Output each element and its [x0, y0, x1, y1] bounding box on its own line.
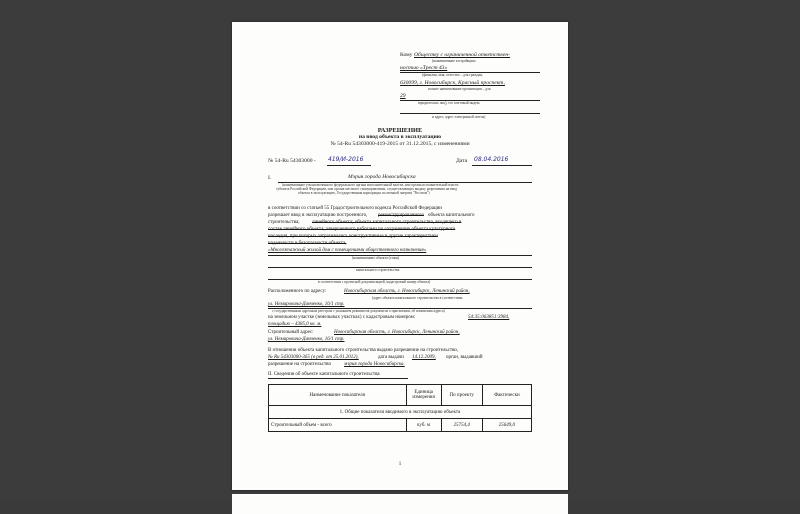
addressee-address: 630099, г. Новосибирск, Красный проспект,: [400, 80, 505, 86]
date-label: Дата: [456, 158, 468, 164]
body-text-struck: состав линейного объекта; завершенного работами по сохранению объекта культурного: [268, 227, 456, 232]
cadastral-number: 54:35:063851:3984,: [468, 315, 510, 320]
caption: и адрес, адрес электронной почты): [432, 115, 486, 119]
komu-label: Кому: [400, 52, 413, 58]
caption: (наименование объекта (этапа): [352, 256, 400, 260]
permit-text: орган, выдавший: [446, 355, 483, 360]
table-header: Единица измерения: [406, 385, 441, 406]
section-1-roman: I.: [268, 175, 272, 181]
location-value: Новосибирская область, г. Новосибирск, Ленинский район,: [344, 289, 470, 294]
permit-organ: мэрия города Новосибирска.: [344, 362, 405, 367]
document-title: РАЗРЕШЕНИЕ: [377, 127, 423, 134]
build-address-value: Новосибирская область, г. Новосибирск, Ленинский район,: [334, 330, 460, 335]
caption: с государственным адресным реестром с указанием реквизитов документов о присвоении, об изменении адреса): [272, 309, 445, 313]
location-value-2: ул. Немировича-Данченко, 16/1 стр.: [268, 302, 345, 307]
permit-number-handwritten: 419/И-2016: [328, 156, 364, 163]
table-header-row: [269, 385, 532, 406]
caption: (наименование уполномоченного федерального органа исполнительной власти, или органа исполнительной власти: [282, 183, 459, 187]
caption: (адрес объекта капитального строительства в соответствии: [372, 296, 463, 300]
table-header: Фактически: [482, 385, 531, 406]
permit-text: дата выдачи: [378, 355, 404, 360]
document-reference: № 54-Ru 54303000-419-2015 от 31.12.2015, с изменениями: [330, 141, 470, 147]
caption: субъекта Российской Федерации, или органа местного самоуправления, осуществляющих выдачу разрешения на ввод: [276, 187, 458, 191]
caption: юридических лиц), его почтовый индекс: [418, 101, 481, 105]
body-text-struck: реконструированного: [378, 213, 424, 218]
body-text: в соответствии со статьей 55 Градостроительного кодекса Российской Федерации: [268, 206, 442, 211]
table-row: [269, 419, 532, 432]
page-number: 1: [398, 462, 402, 467]
document-subtitle: на ввод объекта в эксплуатацию: [358, 134, 442, 140]
body-text-struck: линейного объекта; объекта капитального строительства, входящего в: [312, 220, 462, 225]
permit-number-label: № 54-Ru 54303000 -: [268, 158, 316, 164]
body-text-struck: надежности и безопасности объекта,: [268, 241, 347, 246]
caption: объекта в эксплуатацию, Государственная корпорация по атомной энергии "Росатом"): [298, 191, 430, 195]
permit-date: 14.12.2009,: [412, 355, 436, 360]
table-header: Наименование показателя: [269, 385, 407, 406]
caption: полное наименование организации – для: [428, 87, 491, 91]
caption: (фамилия, имя, отчество – для граждан,: [422, 73, 483, 77]
document-page: [232, 22, 568, 490]
section-2-title: II. Сведения об объекте капитального строительства: [268, 372, 380, 377]
table-group: 1. Общие показатели вводимого в эксплуатацию объекта: [269, 406, 532, 419]
body-text-struck: наследия, при которых затрагивались конструктивные и другие характеристики: [268, 234, 438, 239]
addressee-org-2: ностью «Трест 43»: [400, 65, 448, 71]
table-group-row: [269, 406, 532, 419]
caption: (наименование застройщика: [432, 59, 476, 63]
object-name: «Многоэтажный жилой дом с помещениями общественного назначения»: [268, 248, 427, 253]
permit-text: В отношении объекта капитального строительства выдано разрешение на строительство,: [268, 348, 459, 353]
permit-number: № Ru 54303000-365 (в ред. от 25.01.2012),: [268, 355, 359, 360]
caption: капитального строительства: [356, 268, 400, 272]
addressee-org: Обществу с ограниченной ответствен-: [414, 52, 510, 58]
date-handwritten: 08.04.2016: [474, 156, 509, 163]
caption: в соответствии с проектной документацией, кадастровый номер объекта): [318, 280, 431, 284]
addressee-address-2: 29: [400, 93, 406, 99]
table-cell: куб. м: [406, 419, 441, 432]
body-text: объекта капитального: [428, 213, 475, 218]
land-area: площадью – 4385,0 кв. м.: [268, 322, 322, 327]
table-header: По проекту: [441, 385, 482, 406]
indicators-table: [268, 384, 532, 432]
table-cell: Строительный объем - всего: [269, 419, 407, 432]
next-page-edge: [232, 494, 568, 514]
table-cell: 25649,0: [482, 419, 531, 432]
land-text: на земельном участке (земельных участках) с кадастровым номером:: [268, 315, 416, 320]
issuing-authority: Мэрия города Новосибирска: [348, 174, 416, 180]
build-address-label: Строительный адрес:: [268, 330, 314, 335]
body-text: разрешает ввод в эксплуатацию построенного,: [268, 213, 368, 218]
permit-text: разрешение на строительство: [268, 362, 332, 367]
location-label: Расположенного по адресу:: [268, 289, 327, 294]
build-address-value-2: ул. Немировича-Данченко, 16/1 стр.: [268, 337, 345, 342]
body-text: строительства;: [268, 220, 300, 225]
table-cell: 25754,4: [441, 419, 482, 432]
